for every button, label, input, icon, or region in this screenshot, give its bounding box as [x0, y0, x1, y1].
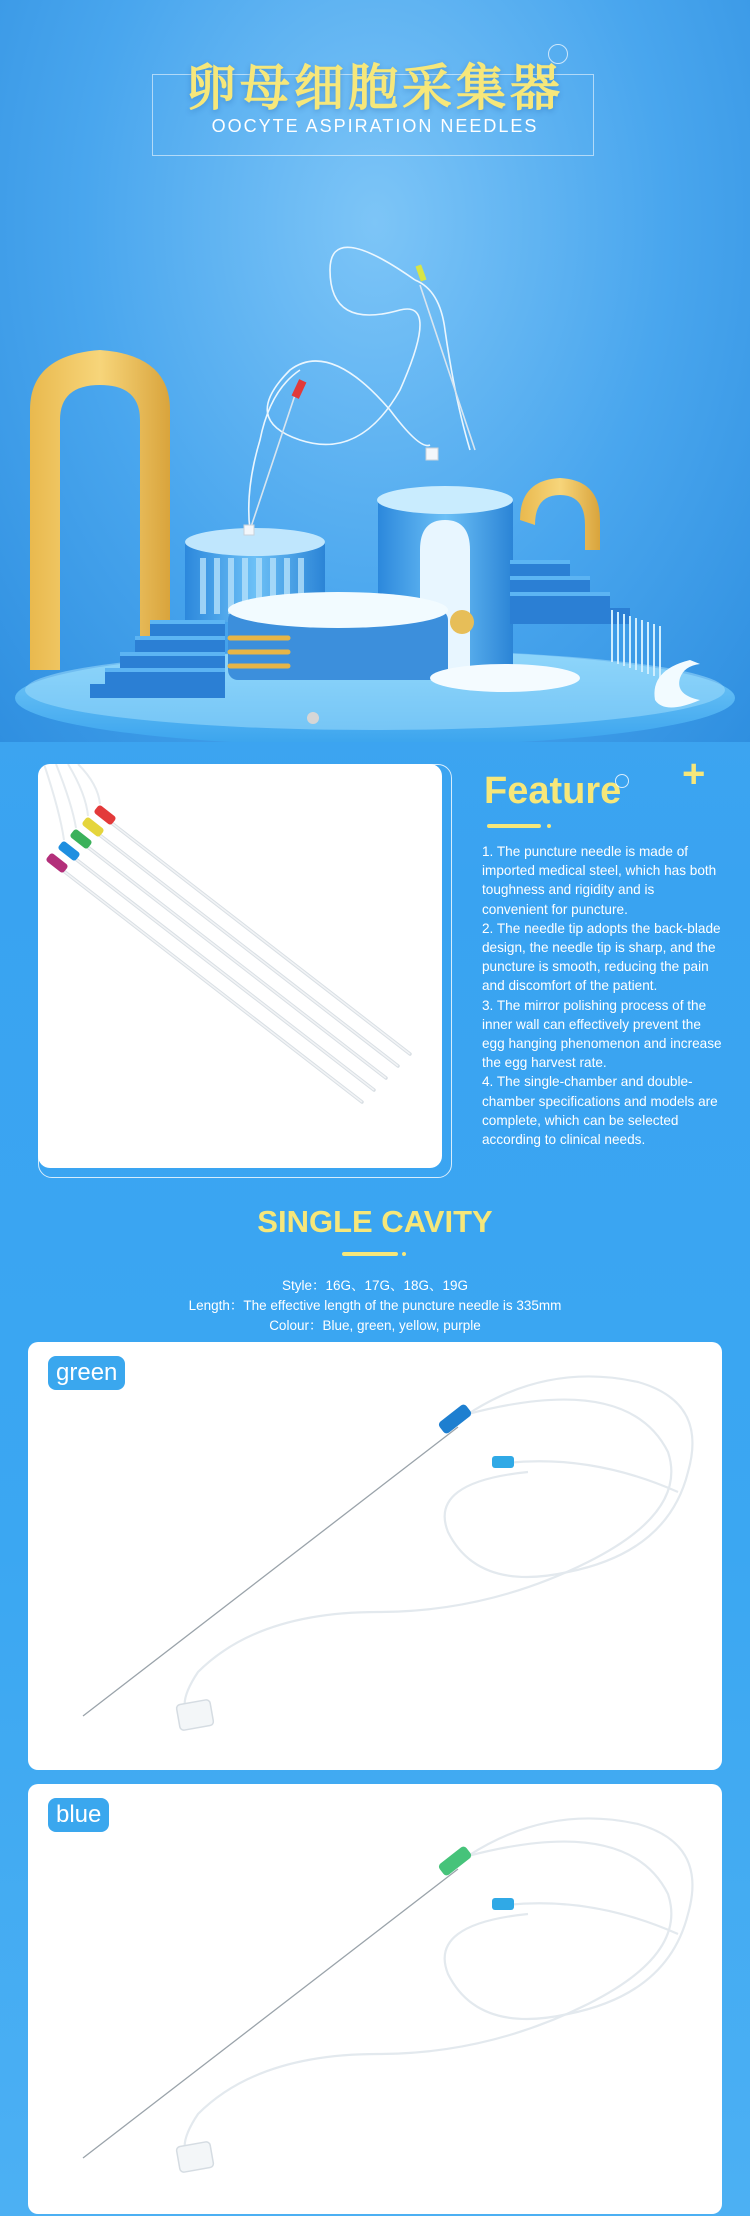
spec-style: Style：16G、17G、18G、19G [281, 1278, 469, 1293]
page-subtitle: OOCYTE ASPIRATION NEEDLES [211, 116, 539, 136]
spec-colour: Colour：Blue, green, yellow, purple [269, 1318, 481, 1333]
feature-heading: Feature [484, 770, 622, 812]
heading-underline [342, 1252, 398, 1256]
feature-point: 1. The puncture needle is made of imported medical steel, which has both toughness and rigidity and is convenient for puncture. [482, 844, 717, 917]
hero-illustration [0, 190, 750, 742]
needle-image [28, 1342, 722, 1770]
heading-underline-dot [547, 824, 551, 828]
product-card-blue [28, 1784, 722, 2214]
product-card-green [28, 1342, 722, 1770]
page-title: 卵母细胞采集器 [186, 59, 564, 117]
heading-underline-dot [402, 1252, 406, 1256]
hero-banner [0, 0, 750, 742]
feature-list [482, 842, 722, 1149]
variant-label: blue [48, 1798, 109, 1832]
feature-product-photo [38, 764, 442, 1168]
spec-length: Length：The effective length of the puncture needle is 335mm [188, 1298, 562, 1313]
variant-label: green [48, 1356, 125, 1390]
single-cavity-heading: SINGLE CAVITY [257, 1204, 493, 1239]
needles-image [38, 764, 442, 1168]
heading-underline [487, 824, 541, 828]
needle-image [28, 1784, 722, 2214]
feature-point: 3. The mirror polishing process of the inner wall can effectively prevent the egg hanging phenomenon and increase the egg harvest rate. [482, 997, 722, 1071]
plus-icon: + [682, 752, 706, 796]
feature-point: 2. The needle tip adopts the back-blade design, the needle tip is sharp, and the puncture is smooth, reducing the pain and discomfort of the patient. [482, 920, 721, 994]
decorative-circle [615, 774, 629, 788]
feature-point: 4. The single-chamber and double-chamber specifications and models are complete, which can be selected according to clinical needs. [482, 1074, 718, 1148]
